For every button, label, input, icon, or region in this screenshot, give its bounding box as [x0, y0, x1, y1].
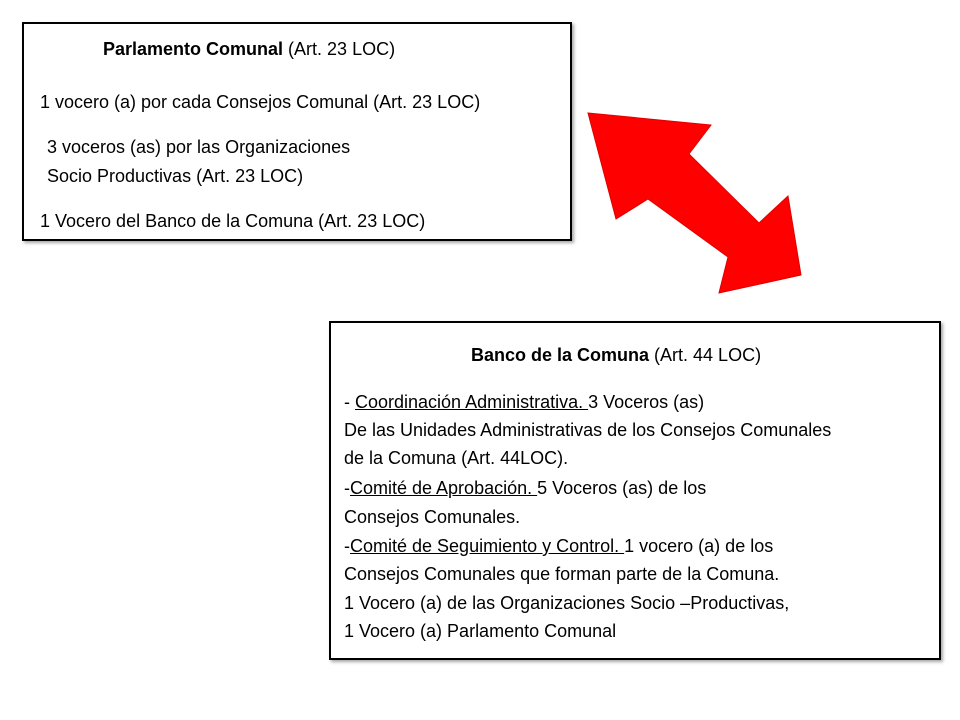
banco-line-consejos-comuna: Consejos Comunales que forman parte de la Comuna. [344, 564, 780, 584]
banco-line-aprobacion-prefix: - [344, 478, 350, 498]
banco-line-seguimiento-rest: 1 vocero (a) de los [624, 536, 774, 556]
parlamento-title-bold: Parlamento Comunal [103, 39, 284, 59]
comite-seguimiento-label: Comité de Seguimiento y Control. [350, 536, 625, 556]
parlamento-title-article: (Art. 23 LOC) [283, 39, 396, 59]
parlamento-line-organizaciones-1: 3 voceros (as) por las Organizaciones [47, 137, 351, 157]
banco-title [471, 344, 761, 366]
parlamento-line-consejos: 1 vocero (a) por cada Consejos Comunal (Art. 23 LOC) [40, 92, 481, 112]
banco-line-coordinacion-prefix: - [344, 392, 355, 412]
double-arrow-shape [588, 113, 801, 293]
banco-line-coordinacion-rest: 3 Voceros (as) [588, 392, 705, 412]
coordinacion-administrativa-label: Coordinación Administrativa. [355, 392, 589, 412]
banco-line-comuna-articulo: de la Comuna (Art. 44LOC). [344, 448, 569, 468]
banco-line-parlamento: 1 Vocero (a) Parlamento Comunal [344, 621, 617, 641]
banco-title-article: (Art. 44 LOC) [649, 345, 762, 365]
banco-line-unidades: De las Unidades Administrativas de los Consejos Comunales [344, 420, 832, 440]
comite-aprobacion-label: Comité de Aprobación. [350, 478, 538, 498]
banco-line-consejos: Consejos Comunales. [344, 507, 521, 527]
banco-line-organizaciones: 1 Vocero (a) de las Organizaciones Socio –Productivas, [344, 593, 790, 613]
banco-line-coordinacion [344, 391, 704, 413]
banco-line-seguimiento [344, 535, 773, 557]
banco-line-seguimiento-prefix: - [344, 536, 350, 556]
banco-line-aprobacion-rest: 5 Voceros (as) de los [537, 478, 707, 498]
banco-title-bold: Banco de la Comuna [471, 345, 650, 365]
banco-line-aprobacion [344, 477, 706, 499]
parlamento-line-banco: 1 Vocero del Banco de la Comuna (Art. 23 LOC) [40, 211, 426, 231]
parlamento-line-organizaciones-2: Socio Productivas (Art. 23 LOC) [47, 166, 304, 186]
